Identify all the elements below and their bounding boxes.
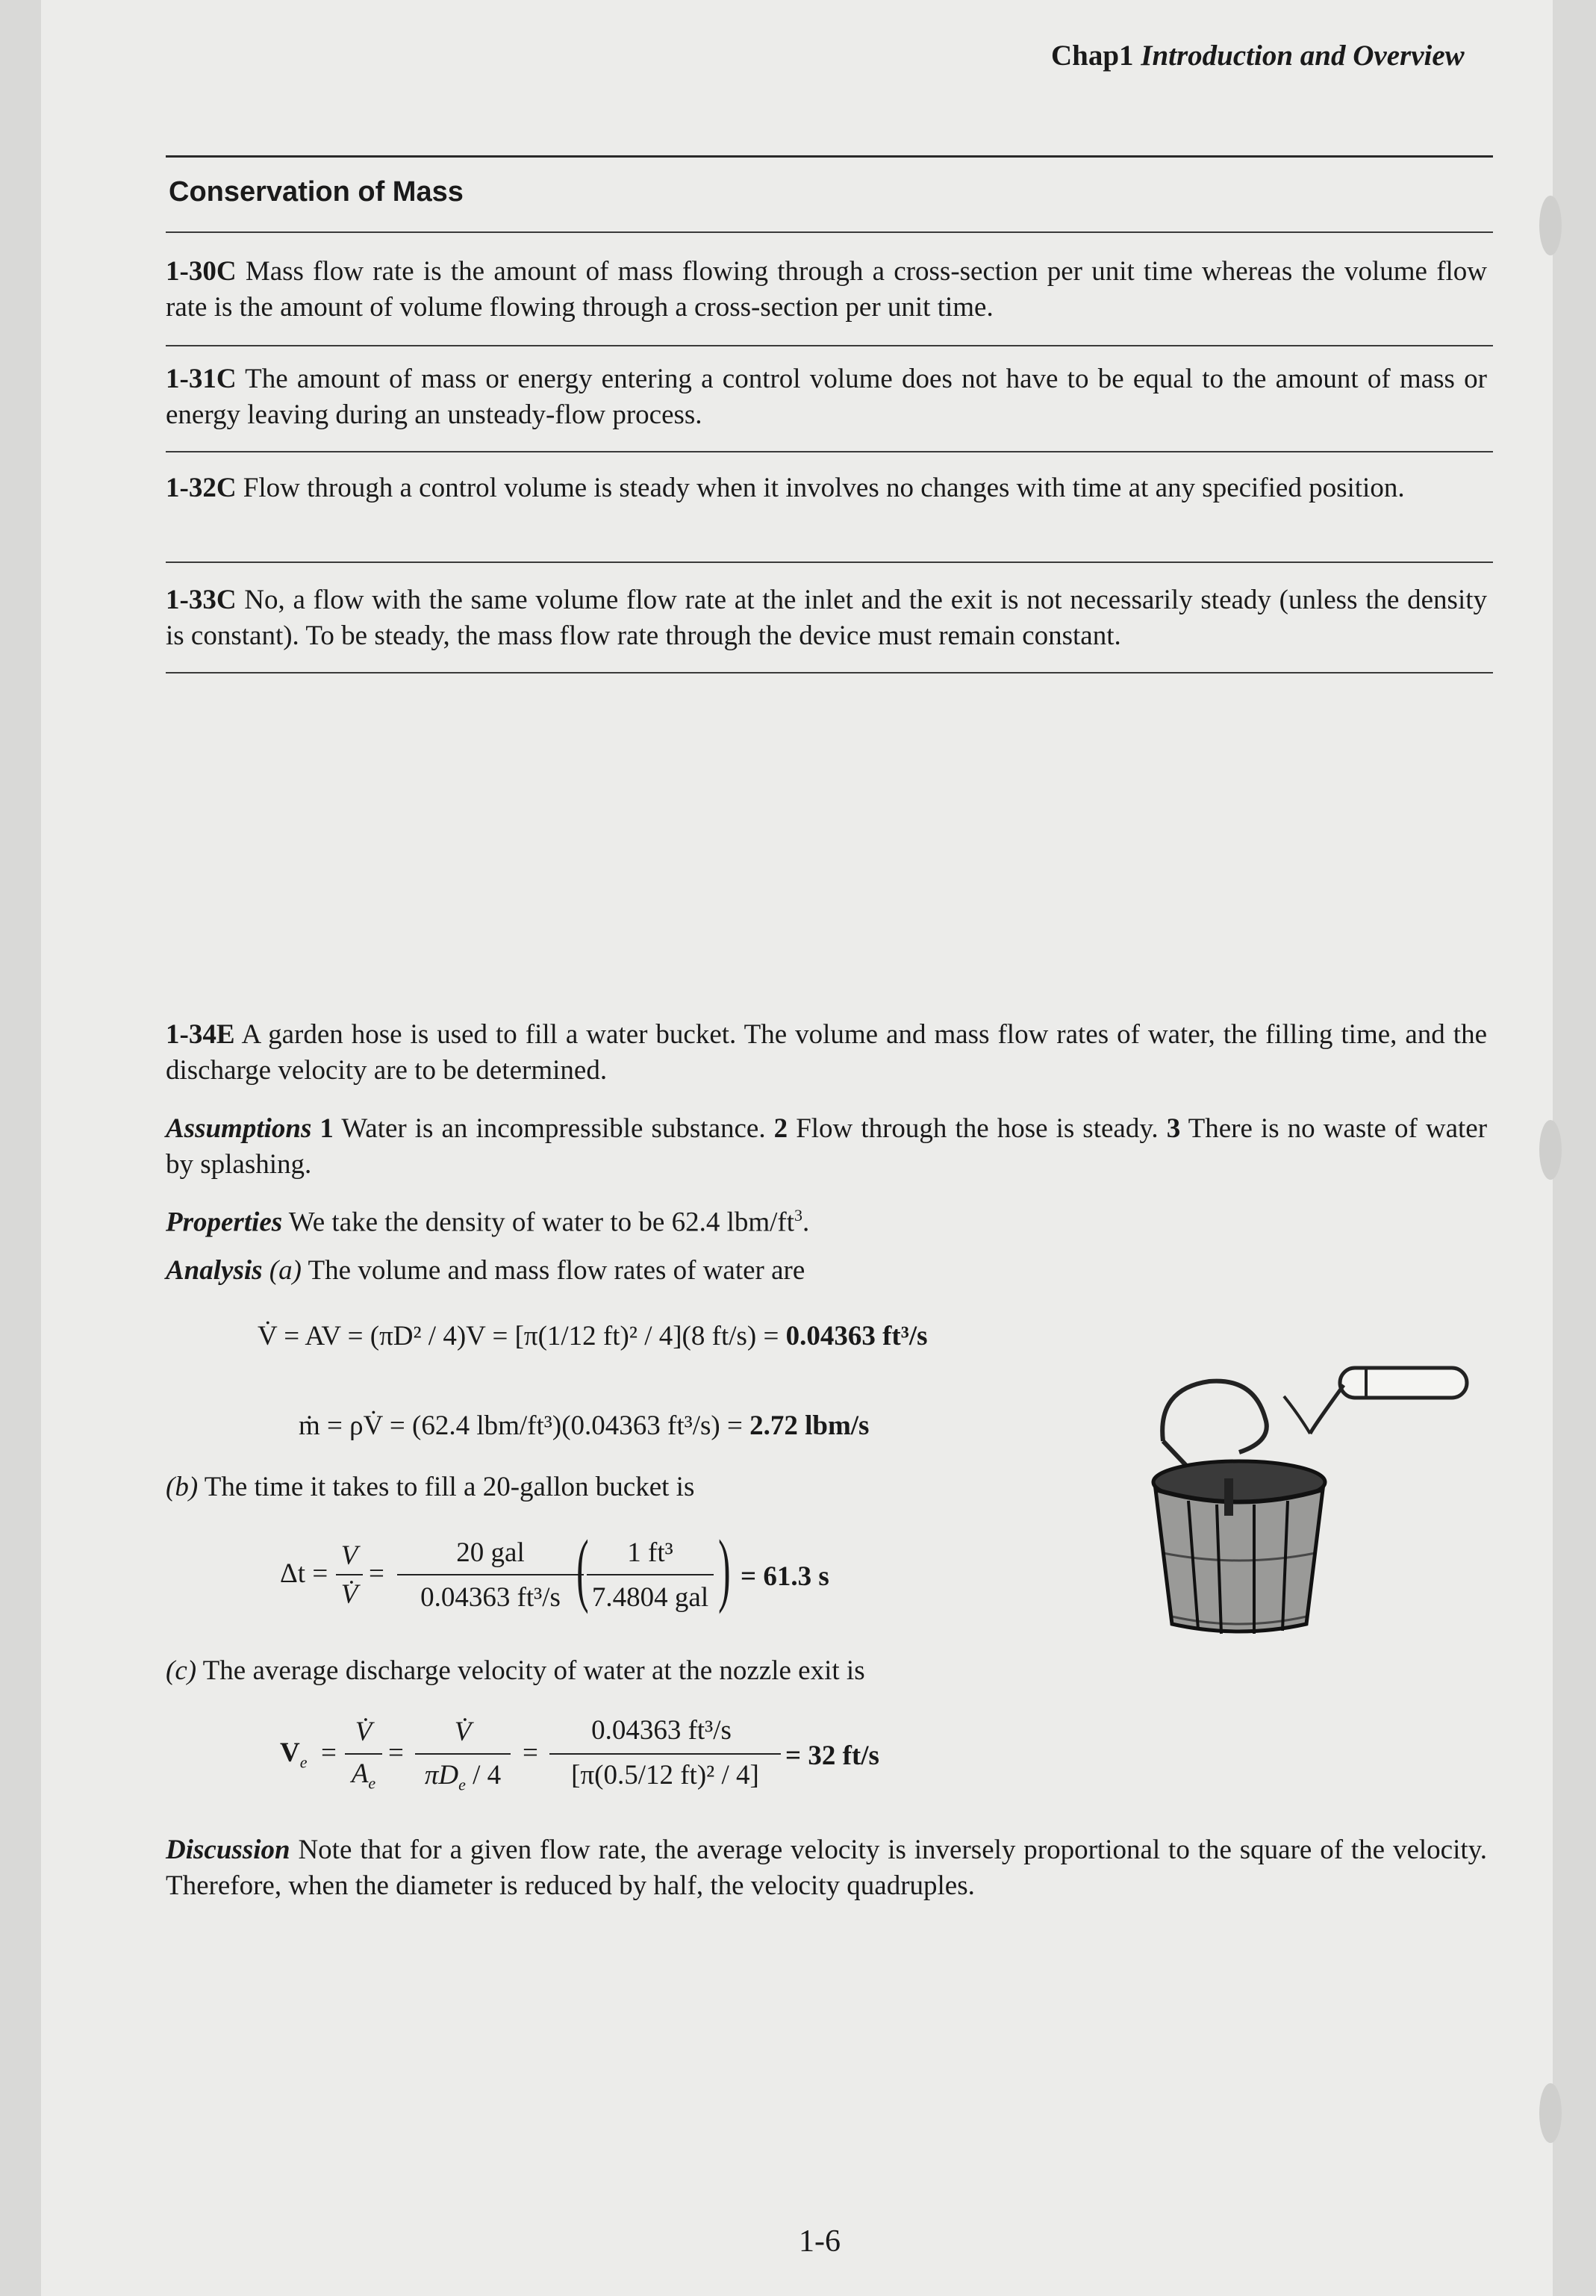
hose-nozzle	[1340, 1368, 1467, 1398]
running-header	[1051, 39, 1465, 72]
fraction-bar	[415, 1753, 511, 1755]
equation-result: 2.72 lbm/s	[749, 1410, 870, 1441]
assumptions	[166, 1111, 1487, 1183]
problem-id: 1-32C	[166, 473, 237, 503]
fraction-numerator: 1 ft³	[627, 1537, 673, 1568]
divider	[166, 345, 1493, 346]
problem-text: Flow through a control volume is steady when it involves no changes with time at any specified position.	[243, 473, 1405, 503]
subscript: e	[299, 1752, 308, 1772]
part-marker: (c)	[166, 1655, 197, 1686]
fraction-bar	[345, 1753, 382, 1755]
analysis-a	[166, 1253, 1487, 1289]
assumption-number: 3	[1166, 1113, 1181, 1144]
fraction-numerator: V̇	[454, 1717, 472, 1747]
discussion	[166, 1832, 1487, 1904]
divider	[166, 451, 1493, 452]
subscript: e	[368, 1773, 376, 1793]
superscript: 3	[794, 1206, 803, 1225]
fraction-denominator: 0.04363 ft³/s	[420, 1582, 561, 1613]
problem-id: 1-33C	[166, 585, 237, 615]
header-title: Introduction and Overview	[1141, 40, 1465, 72]
header-chapter: Chap1	[1051, 40, 1134, 72]
assumption-number: 1	[319, 1113, 334, 1144]
page-number: 1-6	[799, 2224, 841, 2259]
discussion-text: Note that for a given flow rate, the average velocity is inversely proportional to the square of the velocity. Therefore, when the diameter is reduced by half, the velocity quadruples.	[166, 1835, 1487, 1901]
divider	[166, 561, 1493, 563]
problem-1-31c	[166, 361, 1487, 433]
problem-1-30c	[166, 254, 1487, 326]
scan-shadow	[1539, 196, 1562, 255]
assumption-number: 2	[773, 1113, 788, 1144]
problem-id: 1-34E	[166, 1019, 235, 1050]
fraction-bar	[587, 1574, 714, 1575]
divider	[166, 672, 1493, 673]
properties-label: Properties	[166, 1207, 283, 1238]
properties	[166, 1198, 1487, 1240]
fraction-bar	[549, 1753, 781, 1755]
section-title: Conservation of Mass	[169, 176, 464, 208]
problem-text: No, a flow with the same volume flow rate at the inlet and the exit is not necessarily steady (unless the density is constant). To be steady, the mass flow rate through the device must remain constant.	[166, 585, 1488, 651]
fraction-denominator: [π(0.5/12 ft)² / 4]	[571, 1760, 759, 1791]
problem-1-34e	[166, 1017, 1487, 1089]
equation-volume-flow	[258, 1320, 928, 1352]
equals-sign: =	[523, 1737, 538, 1768]
fraction-denominator: A	[351, 1758, 369, 1789]
fraction-numerator: 0.04363 ft³/s	[591, 1715, 732, 1746]
fraction-denominator: V̇	[340, 1579, 358, 1610]
problem-text: A garden hose is used to fill a water bucket. The volume and mass flow rates of water, the filling time, and the discharge velocity are to be determined.	[166, 1019, 1487, 1086]
problem-1-32c	[166, 470, 1487, 506]
punctuation: .	[802, 1207, 810, 1238]
fraction-denominator: 7.4804 gal	[591, 1582, 709, 1613]
analysis-text: The average discharge velocity of water at the nozzle exit is	[202, 1655, 865, 1686]
problem-text: The amount of mass or energy entering a control volume does not have to be equal to the amount of mass or energy leaving during an unsteady-flow process.	[166, 364, 1487, 430]
assumption-text: Flow through the hose is steady.	[796, 1113, 1159, 1144]
fraction-denominator-tail: / 4	[473, 1760, 502, 1791]
right-paren: )	[718, 1523, 731, 1614]
scan-shadow	[1539, 1120, 1562, 1180]
equation-expression: V̇ = AV = (πD² / 4)V = [π(1/12 ft)² / 4](8 ft/s) =	[258, 1321, 786, 1351]
equals-sign: =	[321, 1737, 337, 1768]
equals-sign: =	[388, 1737, 404, 1768]
section-rule	[166, 155, 1493, 158]
equation-lhs: V	[280, 1737, 300, 1768]
equation-result: 0.04363 ft³/s	[785, 1321, 928, 1351]
problem-text: Mass flow rate is the amount of mass flowing through a cross-section per unit time whereas the volume flow rate is the amount of volume flowing through a cross-section per unit time.	[166, 256, 1488, 323]
problem-id: 1-30C	[166, 256, 237, 287]
fraction-numerator: V̇	[355, 1717, 372, 1747]
equation-result: = 32 ft/s	[785, 1740, 879, 1771]
fraction-numerator: 20 gal	[456, 1537, 525, 1568]
bucket-handle	[1162, 1381, 1267, 1452]
analysis-c	[166, 1653, 1211, 1689]
water-stream	[1310, 1385, 1344, 1434]
equation-result: = 61.3 s	[741, 1561, 829, 1592]
fraction-numerator: V	[340, 1540, 358, 1571]
analysis-label: Analysis	[166, 1255, 263, 1286]
part-marker: (b)	[166, 1472, 199, 1502]
equation-mass-flow	[299, 1410, 869, 1442]
assumption-text: Water is an incompressible substance.	[341, 1113, 766, 1144]
equation-lhs: Δt =	[280, 1558, 328, 1589]
equals-sign: =	[369, 1558, 384, 1589]
assumption-text: There is no waste of water by splashing.	[166, 1113, 1488, 1180]
left-paren: (	[576, 1523, 589, 1614]
fraction-denominator: πD	[424, 1760, 459, 1791]
divider	[166, 231, 1493, 233]
equation-expression: ṁ = ρV̇ = (62.4 lbm/ft³)(0.04363 ft³/s) =	[299, 1410, 750, 1441]
discussion-label: Discussion	[166, 1835, 290, 1865]
analysis-text: The time it takes to fill a 20-gallon bucket is	[204, 1472, 695, 1502]
analysis-text: The volume and mass flow rates of water are	[308, 1255, 805, 1286]
fraction-bar	[397, 1574, 584, 1575]
scan-shadow	[1539, 2083, 1562, 2143]
assumptions-label: Assumptions	[166, 1113, 312, 1144]
fraction-bar	[336, 1574, 363, 1575]
bucket-hose-illustration	[1142, 1344, 1471, 1643]
problem-1-33c	[166, 582, 1487, 654]
problem-id: 1-31C	[166, 364, 237, 394]
part-marker: (a)	[269, 1255, 302, 1286]
analysis-b	[166, 1469, 1099, 1505]
properties-text: We take the density of water to be 62.4 lbm/ft	[288, 1207, 795, 1238]
